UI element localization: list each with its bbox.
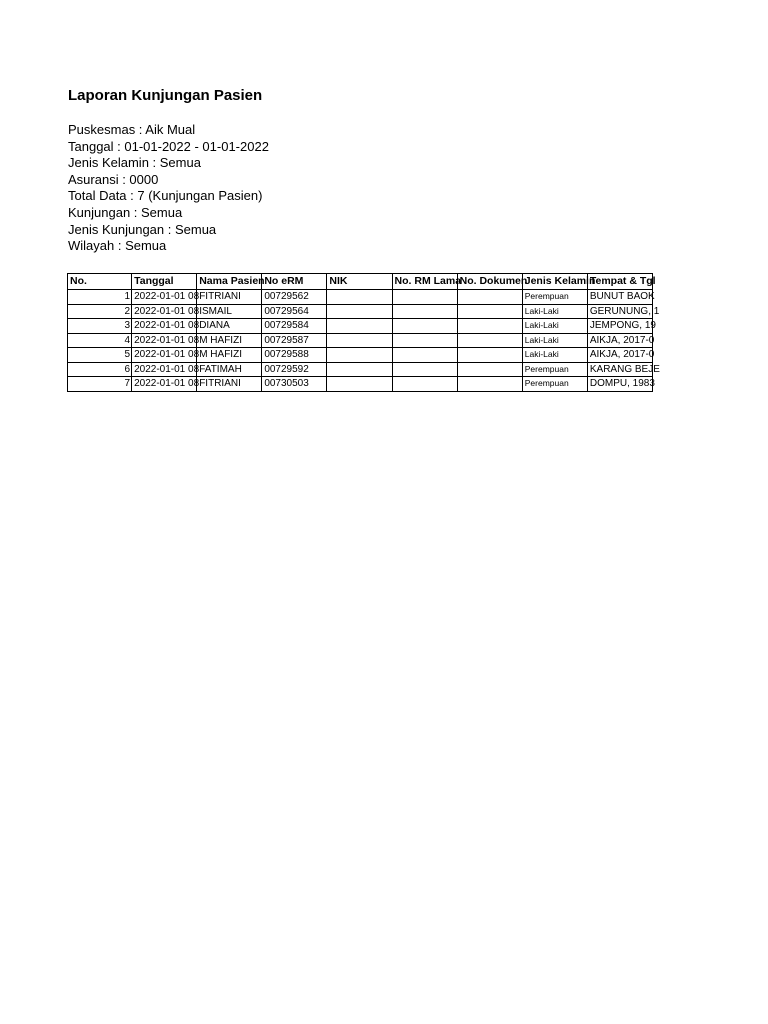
report-meta [68, 122, 269, 255]
cell-nama-pasien: FATIMAH [197, 362, 262, 377]
cell-no-rm-lama [392, 377, 457, 392]
cell-no: 6 [68, 362, 132, 377]
meta-total-data: Total Data : 7 (Kunjungan Pasien) [68, 188, 263, 204]
cell-no: 4 [68, 333, 132, 348]
table-row [68, 377, 653, 392]
cell-jenis-kelamin: Perempuan [522, 377, 587, 392]
cell-nama-pasien: FITRIANI [197, 290, 262, 305]
cell-no-erm: 00729584 [262, 319, 327, 334]
cell-no-erm: 00729592 [262, 362, 327, 377]
cell-tanggal: 2022-01-01 08 [132, 333, 197, 348]
cell-nik [327, 319, 392, 334]
cell-no-rm-lama [392, 362, 457, 377]
cell-no-dokumen [457, 333, 522, 348]
header-jenis-kelamin: Jenis Kelamin [522, 274, 587, 290]
cell-tempat-tgl: AIKJA, 2017-0 [587, 333, 652, 348]
meta-jenis-kunjungan: Jenis Kunjungan : Semua [68, 221, 217, 237]
cell-no-dokumen [457, 377, 522, 392]
table-row [68, 362, 653, 377]
header-no: No. [68, 274, 132, 290]
cell-tempat-tgl: JEMPONG, 19 [587, 319, 652, 334]
cell-tempat-tgl: BUNUT BAOK [587, 290, 652, 305]
cell-nama-pasien: M HAFIZI [197, 333, 262, 348]
cell-tanggal: 2022-01-01 08 [132, 362, 197, 377]
cell-no-erm: 00729562 [262, 290, 327, 305]
header-no-erm: No eRM [262, 274, 327, 290]
cell-nik [327, 290, 392, 305]
cell-no-rm-lama [392, 348, 457, 363]
cell-nama-pasien: FITRIANI [197, 377, 262, 392]
table-row [68, 304, 653, 319]
cell-jenis-kelamin: Laki-Laki [522, 304, 587, 319]
report-title: Laporan Kunjungan Pasien [68, 87, 263, 104]
cell-no-erm: 00729588 [262, 348, 327, 363]
cell-no: 2 [68, 304, 132, 319]
meta-jenis-kelamin: Jenis Kelamin : Semua [68, 155, 201, 171]
cell-jenis-kelamin: Laki-Laki [522, 348, 587, 363]
header-nama-pasien: Nama Pasien [197, 274, 262, 290]
cell-no-dokumen [457, 319, 522, 334]
table-row [68, 319, 653, 334]
cell-tempat-tgl: DOMPU, 1983 [587, 377, 652, 392]
cell-jenis-kelamin: Perempuan [522, 290, 587, 305]
cell-tempat-tgl: AIKJA, 2017-0 [587, 348, 652, 363]
cell-nama-pasien: DIANA [197, 319, 262, 334]
cell-jenis-kelamin: Laki-Laki [522, 319, 587, 334]
cell-no-dokumen [457, 348, 522, 363]
cell-tanggal: 2022-01-01 08 [132, 319, 197, 334]
cell-nik [327, 377, 392, 392]
cell-tanggal: 2022-01-01 08 [132, 377, 197, 392]
meta-wilayah: Wilayah : Semua [68, 238, 167, 254]
cell-no-rm-lama [392, 333, 457, 348]
cell-nik [327, 362, 392, 377]
cell-tanggal: 2022-01-01 08 [132, 348, 197, 363]
cell-tempat-tgl: GERUNUNG, 1 [587, 304, 652, 319]
cell-no-erm: 00729587 [262, 333, 327, 348]
meta-asuransi: Asuransi : 0000 [68, 171, 159, 187]
cell-no: 5 [68, 348, 132, 363]
cell-jenis-kelamin: Perempuan [522, 362, 587, 377]
header-no-rm-lama: No. RM Lama [392, 274, 457, 290]
cell-nama-pasien: ISMAIL [197, 304, 262, 319]
cell-no: 3 [68, 319, 132, 334]
cell-tanggal: 2022-01-01 08 [132, 304, 197, 319]
cell-nik [327, 348, 392, 363]
table-row [68, 290, 653, 305]
meta-tanggal: Tanggal : 01-01-2022 - 01-01-2022 [68, 138, 269, 154]
header-tanggal: Tanggal [132, 274, 197, 290]
cell-nik [327, 304, 392, 319]
table-row [68, 348, 653, 363]
cell-no-dokumen [457, 304, 522, 319]
meta-puskesmas: Puskesmas : Aik Mual [68, 122, 196, 137]
visit-table [67, 273, 660, 392]
cell-no-dokumen [457, 362, 522, 377]
cell-no-rm-lama [392, 290, 457, 305]
header-nik: NIK [327, 274, 392, 290]
table-header-row [68, 274, 653, 290]
cell-tanggal: 2022-01-01 08 [132, 290, 197, 305]
cell-no-rm-lama [392, 319, 457, 334]
meta-kunjungan: Kunjungan : Semua [68, 204, 183, 220]
header-no-dokumen: No. Dokumen [457, 274, 522, 290]
cell-jenis-kelamin: Laki-Laki [522, 333, 587, 348]
cell-no: 1 [68, 290, 132, 305]
cell-no-dokumen [457, 290, 522, 305]
header-tempat-tgl: Tempat & Tgl [587, 274, 652, 290]
cell-no-rm-lama [392, 304, 457, 319]
cell-no: 7 [68, 377, 132, 392]
cell-no-erm: 00730503 [262, 377, 327, 392]
cell-nik [327, 333, 392, 348]
cell-nama-pasien: M HAFIZI [197, 348, 262, 363]
table-row [68, 333, 653, 348]
cell-tempat-tgl: KARANG BEJE [587, 362, 652, 377]
cell-no-erm: 00729564 [262, 304, 327, 319]
